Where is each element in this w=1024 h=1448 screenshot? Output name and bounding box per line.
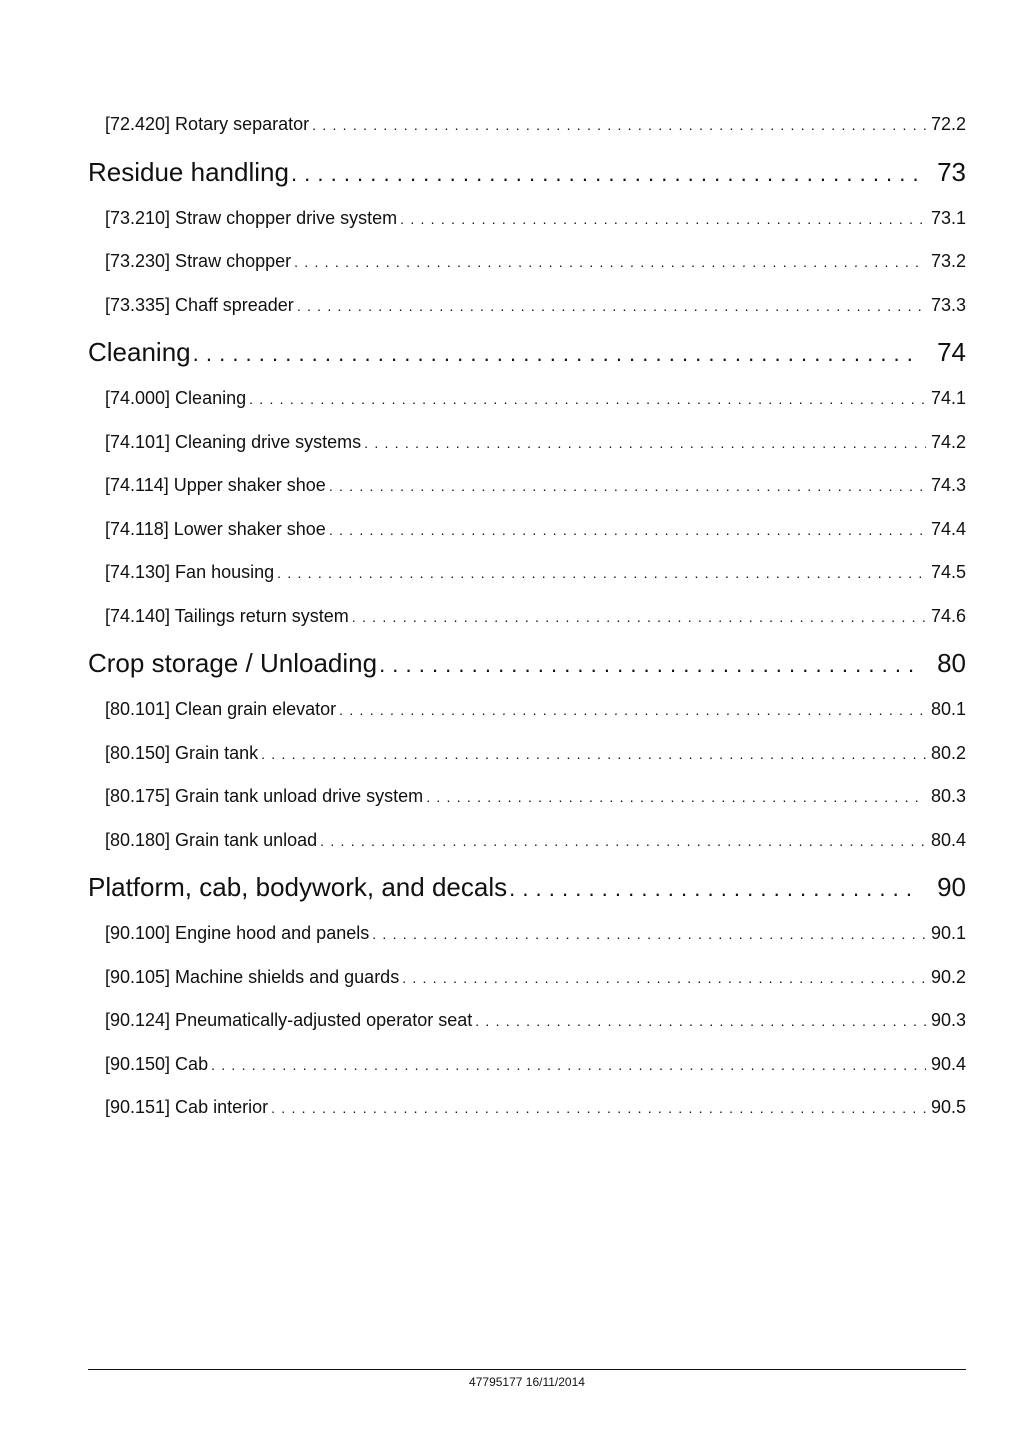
toc-entry-title: [74.114] Upper shaker shoe <box>105 475 326 495</box>
toc-section-page: 90 <box>937 872 966 902</box>
dot-leader <box>294 241 926 284</box>
toc-entry[interactable] <box>88 197 966 241</box>
dot-leader <box>291 149 921 197</box>
toc-section-heading[interactable] <box>88 638 966 688</box>
toc-entry-page: 80.3 <box>930 786 966 806</box>
toc-section-heading[interactable] <box>88 862 966 912</box>
toc-entry-page: 74.3 <box>930 475 966 495</box>
dot-leader <box>320 820 926 863</box>
toc-entry-page: 90.4 <box>930 1053 966 1074</box>
toc-section-title: Residue handling <box>88 156 289 187</box>
toc-section-title: Crop storage / Unloading <box>88 648 378 678</box>
toc-entry[interactable] <box>88 421 966 465</box>
toc-entry-page: 74.4 <box>930 518 966 539</box>
toc-entry-page: 74.2 <box>930 431 966 452</box>
toc-entry[interactable] <box>88 103 966 147</box>
dot-leader <box>352 596 926 639</box>
toc-entry-page: 73.1 <box>930 207 966 228</box>
toc-entry-title: [80.175] Grain tank unload drive system <box>105 786 424 806</box>
toc-section-page: 80 <box>937 648 966 678</box>
toc-entry-title: [90.150] Cab <box>105 1053 209 1074</box>
toc-entry-title: [72.420] Rotary separator <box>105 114 310 134</box>
toc-section-heading[interactable] <box>88 147 966 197</box>
dot-leader <box>329 509 926 552</box>
toc-entry-title: [73.335] Chaff spreader <box>105 294 294 315</box>
toc-entry[interactable] <box>88 595 966 639</box>
toc-entry-title: [90.105] Machine shields and guards <box>105 966 400 987</box>
toc-entry[interactable] <box>88 688 966 732</box>
dot-leader <box>400 198 926 241</box>
toc-entry-page: 73.2 <box>930 251 966 271</box>
toc-entry[interactable] <box>88 956 966 1000</box>
toc-entry-page: 73.3 <box>930 294 966 315</box>
toc-entry-page: 74.6 <box>930 605 966 626</box>
toc-entry-title: [90.151] Cab interior <box>105 1097 269 1117</box>
toc-entry[interactable] <box>88 284 966 328</box>
dot-leader <box>379 640 921 688</box>
toc-entry[interactable] <box>88 1043 966 1087</box>
toc-entry[interactable] <box>88 240 966 284</box>
footer-document-id: 47795177 16/11/2014 <box>469 1375 585 1389</box>
toc-entry-page: 90.1 <box>930 923 966 943</box>
toc-section-title: Platform, cab, bodywork, and decals <box>88 872 508 902</box>
toc-entry-page: 80.1 <box>930 699 966 719</box>
toc-section-page: 74 <box>937 337 966 367</box>
toc-entry[interactable] <box>88 1086 966 1130</box>
toc-entry-title: [74.130] Fan housing <box>105 562 275 582</box>
dot-leader <box>211 1044 926 1087</box>
dot-leader <box>372 913 926 956</box>
dot-leader <box>277 552 926 595</box>
dot-leader <box>339 689 926 732</box>
toc-entry-title: [90.100] Engine hood and panels <box>105 923 370 943</box>
dot-leader <box>509 864 921 912</box>
dot-leader <box>297 285 926 328</box>
footer-divider <box>88 1369 966 1370</box>
toc-entry-title: [73.230] Straw chopper <box>105 251 292 271</box>
toc-entry-page: 90.2 <box>930 966 966 987</box>
toc-entry[interactable] <box>88 732 966 776</box>
toc-entry-title: [74.118] Lower shaker shoe <box>105 518 326 539</box>
toc-entry-page: 74.1 <box>930 388 966 408</box>
toc-entry[interactable] <box>88 508 966 552</box>
dot-leader <box>329 465 926 508</box>
toc-section-title: Cleaning <box>88 337 191 367</box>
toc-entry-title: [80.101] Clean grain elevator <box>105 699 337 719</box>
toc-section-page: 73 <box>937 156 966 187</box>
dot-leader <box>426 776 926 819</box>
toc-entry[interactable] <box>88 912 966 956</box>
toc-entry[interactable] <box>88 377 966 421</box>
toc-entry-title: [90.124] Pneumatically-adjusted operator seat <box>105 1010 473 1030</box>
dot-leader <box>364 422 926 465</box>
toc-entry[interactable] <box>88 464 966 508</box>
dot-leader <box>249 378 926 421</box>
dot-leader <box>261 733 926 776</box>
toc-entry[interactable] <box>88 551 966 595</box>
toc-entry-title: [73.210] Straw chopper drive system <box>105 207 398 228</box>
toc-entry-title: [74.101] Cleaning drive systems <box>105 431 362 452</box>
dot-leader <box>193 329 921 377</box>
toc-entry-page: 74.5 <box>930 562 966 582</box>
toc-entry-page: 80.4 <box>930 829 966 850</box>
table-of-contents <box>88 103 966 1130</box>
toc-entry[interactable] <box>88 775 966 819</box>
dot-leader <box>271 1087 926 1130</box>
dot-leader <box>475 1000 926 1043</box>
toc-entry-page: 90.3 <box>930 1010 966 1030</box>
toc-section-heading[interactable] <box>88 327 966 377</box>
toc-entry-page: 90.5 <box>930 1097 966 1117</box>
toc-entry-page: 80.2 <box>930 742 966 763</box>
dot-leader <box>402 957 926 1000</box>
toc-entry[interactable] <box>88 819 966 863</box>
toc-entry-title: [74.140] Tailings return system <box>105 605 349 626</box>
dot-leader <box>312 104 926 147</box>
toc-entry-page: 72.2 <box>930 114 966 134</box>
toc-entry-title: [80.180] Grain tank unload <box>105 829 318 850</box>
toc-entry-title: [74.000] Cleaning <box>105 388 247 408</box>
toc-entry[interactable] <box>88 999 966 1043</box>
toc-entry-title: [80.150] Grain tank <box>105 742 259 763</box>
